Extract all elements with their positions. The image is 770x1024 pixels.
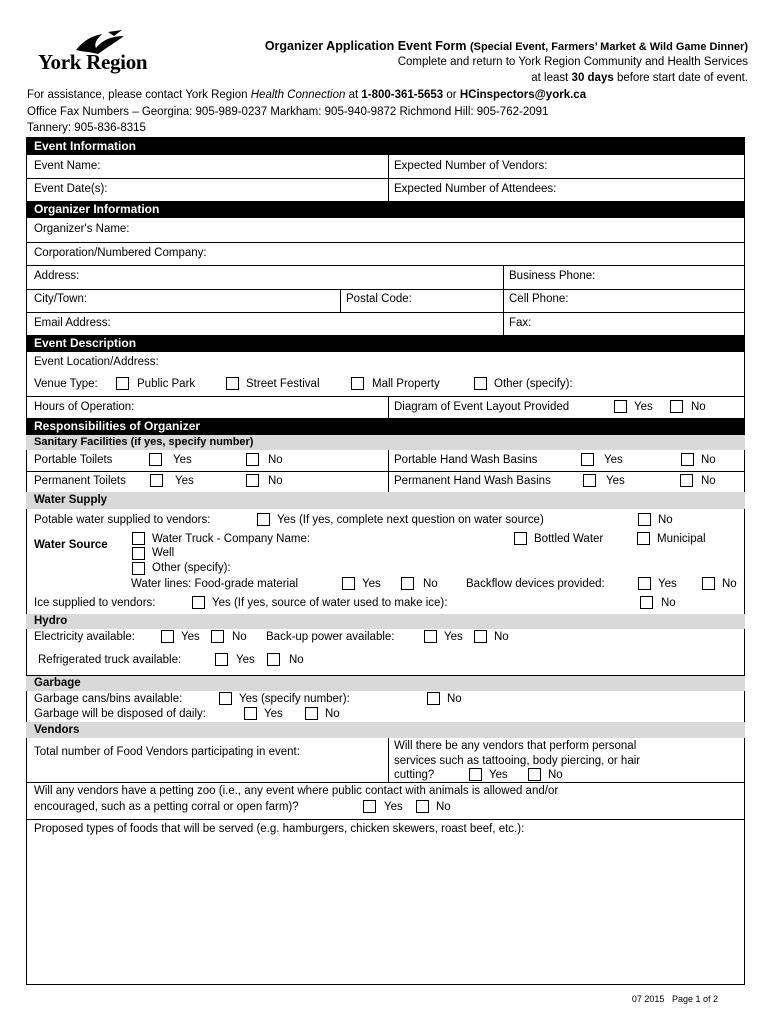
garbage-disposed-yes-checkbox[interactable]: [244, 707, 257, 720]
expected-attendees-field[interactable]: Expected Number of Attendees:: [394, 183, 557, 195]
other-venue-label: Other (specify):: [494, 378, 573, 390]
well-checkbox[interactable]: [132, 547, 145, 560]
other-venue-checkbox[interactable]: [474, 377, 487, 390]
petting-zoo-yes-checkbox[interactable]: [363, 800, 376, 813]
form-title: Organizer Application Event Form (Special Event, Farmers’ Market & Wild Game Dinner): [264, 39, 748, 53]
potable-water-label: Potable water supplied to vendors:: [34, 514, 211, 526]
return-instructions: Complete and return to York Region Community and Health Services: [397, 56, 748, 68]
expected-vendors-field[interactable]: Expected Number of Vendors:: [394, 160, 548, 172]
sanitary-facilities-heading: Sanitary Facilities (if yes, specify number): [26, 435, 745, 450]
potable-water-no-checkbox[interactable]: [638, 513, 651, 526]
section-event-information: Event Information: [26, 138, 745, 155]
personal-services-yes-checkbox[interactable]: [469, 768, 482, 781]
electricity-yes-checkbox[interactable]: [161, 630, 174, 643]
garbage-heading: Garbage: [26, 676, 745, 691]
garbage-cans-no-checkbox[interactable]: [427, 692, 440, 705]
personal-services-no-checkbox[interactable]: [528, 768, 541, 781]
ice-supplied-label: Ice supplied to vendors:: [34, 597, 156, 609]
portable-basins-label: Portable Hand Wash Basins: [394, 454, 538, 466]
section-event-description: Event Description: [26, 335, 745, 352]
section-organizer-information: Organizer Information: [26, 201, 745, 218]
backflow-no-checkbox[interactable]: [702, 577, 715, 590]
email-field[interactable]: Email Address:: [34, 317, 111, 329]
mall-property-checkbox[interactable]: [351, 377, 364, 390]
fax-numbers: Office Fax Numbers – Georgina: 905-989-0237 Markham: 905-940-9872 Richmond Hill: 905-762-2091: [27, 106, 549, 118]
event-dates-field[interactable]: Event Date(s):: [34, 183, 108, 195]
potable-water-yes-checkbox[interactable]: [257, 513, 270, 526]
hours-of-operation-field[interactable]: Hours of Operation:: [34, 401, 135, 413]
personal-services-line-2: services such as tattooing, body piercing, or hair: [394, 755, 641, 767]
portable-basins-yes-checkbox[interactable]: [581, 453, 594, 466]
petting-zoo-line-1: Will any vendors have a petting zoo (i.e., any event where public contact with animals is allowed and/or: [34, 785, 559, 797]
garbage-cans-label: Garbage cans/bins available:: [34, 693, 183, 705]
hydro-heading: Hydro: [26, 614, 745, 629]
backflow-yes-checkbox[interactable]: [638, 577, 651, 590]
backup-power-yes-checkbox[interactable]: [424, 630, 437, 643]
organizer-name-field[interactable]: Organizer's Name:: [34, 223, 130, 235]
refrigerated-yes-checkbox[interactable]: [215, 653, 228, 666]
portable-toilets-label: Portable Toilets: [34, 454, 113, 466]
city-field[interactable]: City/Town:: [34, 293, 88, 305]
electricity-label: Electricity available:: [34, 631, 135, 643]
venue-type-label: Venue Type:: [34, 378, 98, 390]
garbage-disposed-no-checkbox[interactable]: [305, 707, 318, 720]
permanent-basins-label: Permanent Hand Wash Basins: [394, 475, 551, 487]
permanent-toilets-yes-checkbox[interactable]: [150, 474, 163, 487]
portable-toilets-yes-checkbox[interactable]: [149, 453, 162, 466]
garbage-cans-yes-checkbox[interactable]: [219, 692, 232, 705]
tannery-fax: Tannery: 905-836-8315: [27, 122, 146, 134]
proposed-foods-field[interactable]: Proposed types of foods that will be served (e.g. hamburgers, chicken skewers, roast beef, etc.):: [34, 823, 525, 835]
water-truck-checkbox[interactable]: [132, 532, 145, 545]
deadline-line: at least 30 days before start date of event.: [531, 72, 748, 84]
personal-services-line-1: Will there be any vendors that perform personal: [394, 740, 637, 752]
permanent-toilets-no-checkbox[interactable]: [246, 474, 259, 487]
diagram-yes-checkbox[interactable]: [614, 400, 627, 413]
page-footer: 07 2015 Page 1 of 2: [631, 994, 718, 1004]
event-name-field[interactable]: Event Name:: [34, 160, 101, 172]
permanent-basins-yes-checkbox[interactable]: [583, 474, 596, 487]
postal-code-field[interactable]: Postal Code:: [346, 293, 412, 305]
total-vendors-field[interactable]: Total number of Food Vendors participating in event:: [34, 746, 300, 758]
fax-field[interactable]: Fax:: [509, 317, 532, 329]
ice-no-checkbox[interactable]: [640, 596, 653, 609]
cell-phone-field[interactable]: Cell Phone:: [509, 293, 569, 305]
backflow-label: Backflow devices provided:: [466, 578, 605, 590]
assistance-line: For assistance, please contact York Region Health Connection at 1-800-361-5653 or HCinspectors@york.ca: [27, 89, 587, 101]
water-lines-label: Water lines: Food-grade material: [131, 578, 299, 590]
portable-toilets-no-checkbox[interactable]: [246, 453, 259, 466]
water-supply-heading: Water Supply: [26, 492, 745, 509]
petting-zoo-no-checkbox[interactable]: [416, 800, 429, 813]
diagram-label: Diagram of Event Layout Provided: [394, 401, 570, 413]
permanent-toilets-label: Permanent Toilets: [34, 475, 126, 487]
corporation-field[interactable]: Corporation/Numbered Company:: [34, 247, 207, 259]
personal-services-line-3: cutting?: [394, 769, 435, 781]
water-source-label: Water Source: [34, 539, 108, 551]
bottled-water-checkbox[interactable]: [514, 532, 527, 545]
business-phone-field[interactable]: Business Phone:: [509, 270, 596, 282]
refrigerated-no-checkbox[interactable]: [267, 653, 280, 666]
logo-text: York Region: [38, 50, 148, 74]
backup-power-label: Back-up power available:: [266, 631, 395, 643]
other-water-source-checkbox[interactable]: [132, 562, 145, 575]
address-field[interactable]: Address:: [34, 270, 80, 282]
portable-basins-no-checkbox[interactable]: [681, 453, 694, 466]
diagram-no-checkbox[interactable]: [670, 400, 683, 413]
refrigerated-truck-label: Refrigerated truck available:: [38, 654, 182, 666]
vendors-heading: Vendors: [26, 722, 745, 738]
permanent-basins-no-checkbox[interactable]: [680, 474, 693, 487]
ice-yes-checkbox[interactable]: [192, 596, 205, 609]
municipal-water-checkbox[interactable]: [637, 532, 650, 545]
electricity-no-checkbox[interactable]: [211, 630, 224, 643]
garbage-disposed-label: Garbage will be disposed of daily:: [34, 708, 206, 720]
water-lines-no-checkbox[interactable]: [401, 577, 414, 590]
public-park-label: Public Park: [137, 378, 196, 390]
petting-zoo-line-2: encouraged, such as a petting corral or open farm)?: [34, 801, 299, 813]
public-park-checkbox[interactable]: [116, 377, 129, 390]
section-responsibilities: Responsibilities of Organizer: [26, 418, 745, 435]
mall-property-label: Mall Property: [372, 378, 440, 390]
water-truck-label: Water Truck - Company Name:: [152, 533, 311, 545]
street-festival-checkbox[interactable]: [226, 377, 239, 390]
backup-power-no-checkbox[interactable]: [474, 630, 487, 643]
event-location-field[interactable]: Event Location/Address:: [34, 356, 159, 368]
street-festival-label: Street Festival: [246, 378, 320, 390]
water-lines-yes-checkbox[interactable]: [342, 577, 355, 590]
